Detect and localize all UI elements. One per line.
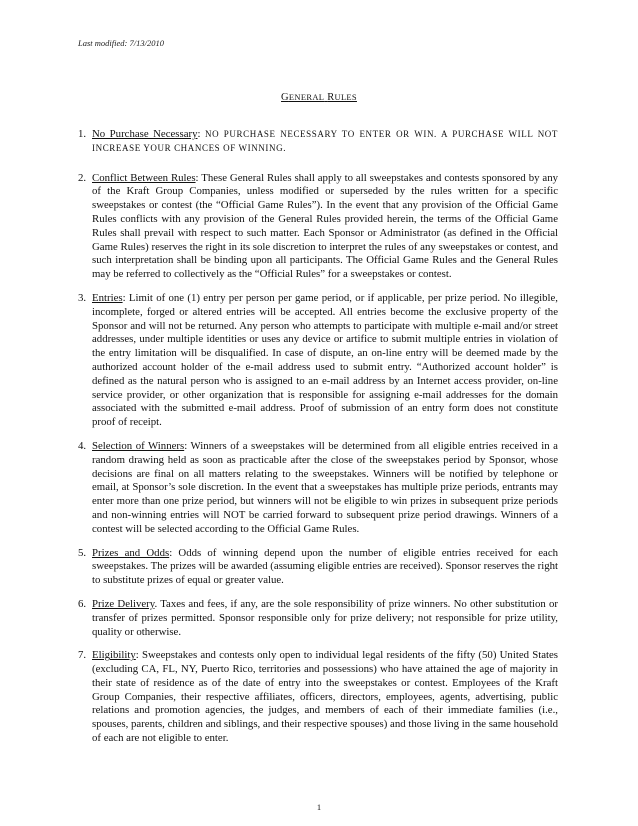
rule-heading-sep: : <box>197 128 201 140</box>
rule-heading-sep: : <box>122 291 126 304</box>
title-initial-r: R <box>327 92 335 103</box>
rule-heading: Conflict Between Rules <box>92 171 196 184</box>
title-rest-eneral: ENERAL <box>288 92 325 102</box>
rule-heading-sep: : <box>184 439 188 452</box>
rule-number: 5. <box>78 546 87 559</box>
last-modified-label: Last modified: 7/13/2010 <box>78 38 164 48</box>
title-initial-g: G <box>281 92 289 103</box>
rule-number: 4. <box>78 439 87 452</box>
rule-item <box>78 172 558 282</box>
rule-heading: Entries <box>92 291 123 304</box>
rule-item <box>78 547 558 588</box>
rule-body: Limit of one (1) entry per person per game period, or if applicable, per prize period. No illegible, incomplete, forged or altered entries will be accepted. All entries become the exclusive property of the Sponsor and will not be returned. Any person who attempts to participate with multiple e-mail and/or street addresses, under multiple identities or uses any device or artifice to submit multiple entries in violation of the entry limitation will be disqualified. In case of dispute, an on-line entry will be deemed made by the authorized account holder of the e-mail address used to submit entry. “Authorized account holder” is defined as the natural person who is assigned to an e-mail address by an Internet access provider, on-line service provider, or other organization that is responsible for assigning e-mail addresses for the domain associated with the submitted e-mail address. Proof of submission of an entry form does not constitute proof of receipt. <box>92 291 559 429</box>
rule-body: Odds of winning depend upon the number of eligible entries received for each sweepstakes. The prizes will be awarded (assuming eligible entries are received). Sponsor reserves the right to substitute prizes of equal or greater value. <box>92 546 559 587</box>
rules-list <box>78 128 558 756</box>
title-rest-ules: ULES <box>334 92 357 102</box>
rule-body: These General Rules shall apply to all sweepstakes and contests sponsored by any of the Kraft Group Companies, unless modified or superseded by the rules written for a specific sweepstakes or contest (the “Official Game Rules”). In the event that any provision of the Official Game Rules conflicts with any provision of the General Rules provided herein, the terms of the Official Game Rules shall prevail with respect to such matter. Each Sponsor or Administrator (as defined in the Official Game Rules) reserves the right in its sole discretion to interpret the rules of any sweepstakes or contest, and such interpretation shall be binding upon all participants. The Official Game Rules and the General Rules may be referred to collectively as the “Official Rules” for a sweepstakes or contest. <box>92 171 558 281</box>
rule-heading: Prize Delivery <box>92 597 155 610</box>
rule-item <box>78 440 558 537</box>
rule-heading: Eligibility <box>92 649 136 662</box>
rule-number: 6. <box>78 597 87 610</box>
rule-heading-sep: : <box>195 171 199 184</box>
rule-heading-sep: : <box>135 649 139 662</box>
rule-number: 7. <box>78 649 87 662</box>
rule-body: Sweepstakes and contests only open to individual legal residents of the fifty (50) United States (excluding CA, FL, NY, Puerto Rico, territories and possessions) who have attained the age of majority in their state of residence as of the date of entry into the sweepstakes or contest. Employees of the Kraft Group Companies, their respective affiliates, officers, directors, employees, agents, advertising, public relations and promotion agencies, the judges, and members of each of their immediate families (i.e., spouses, parents, children and siblings, and their respective spouses) and those living in the same household of each are not eligible to enter. <box>92 649 558 745</box>
page-title <box>0 92 638 103</box>
rule-item <box>78 649 558 746</box>
rule-number: 3. <box>78 291 87 304</box>
rule-heading-sep: : <box>169 546 173 559</box>
rule-heading: No Purchase Necessary <box>92 128 198 140</box>
page-number: 1 <box>316 802 322 812</box>
rule-number: 2. <box>78 171 87 184</box>
rule-item <box>78 598 558 639</box>
rule-item <box>78 128 558 156</box>
rule-heading: Selection of Winners <box>92 439 185 452</box>
rule-number: 1. <box>78 128 87 140</box>
rule-body: Winners of a sweepstakes will be determined from all eligible entries received in a random drawing held as soon as practicable after the close of the sweepstakes period by Sponsor, whose decisions are final on all matters relating to the sweepstakes. Winners will be notified by telephone or email, at Sponsor’s sole discretion. In the event that a sweepstakes has multiple prize periods, entrants may enter more than one prize period, but winners will not be eligible to win prizes in subsequent prize periods and non-winning entries will NOT be carried forward to subsequent prize period drawings. Winners of a contest will be selected according to the Official Game Rules. <box>92 439 558 535</box>
rule-heading-sep: . <box>154 597 158 610</box>
rule-heading: Prizes and Odds <box>92 546 170 559</box>
rule-body: NO PURCHASE NECESSARY TO ENTER OR WIN. A PURCHASE WILL NOT INCREASE YOUR CHANCES OF WINNING. <box>92 129 559 153</box>
rule-item <box>78 292 558 430</box>
rule-body: Taxes and fees, if any, are the sole responsibility of prize winners. No other substitution or transfer of prizes permitted. Sponsor responsible only for prize delivery; not responsible for prize utility, quality or otherwise. <box>92 597 558 638</box>
